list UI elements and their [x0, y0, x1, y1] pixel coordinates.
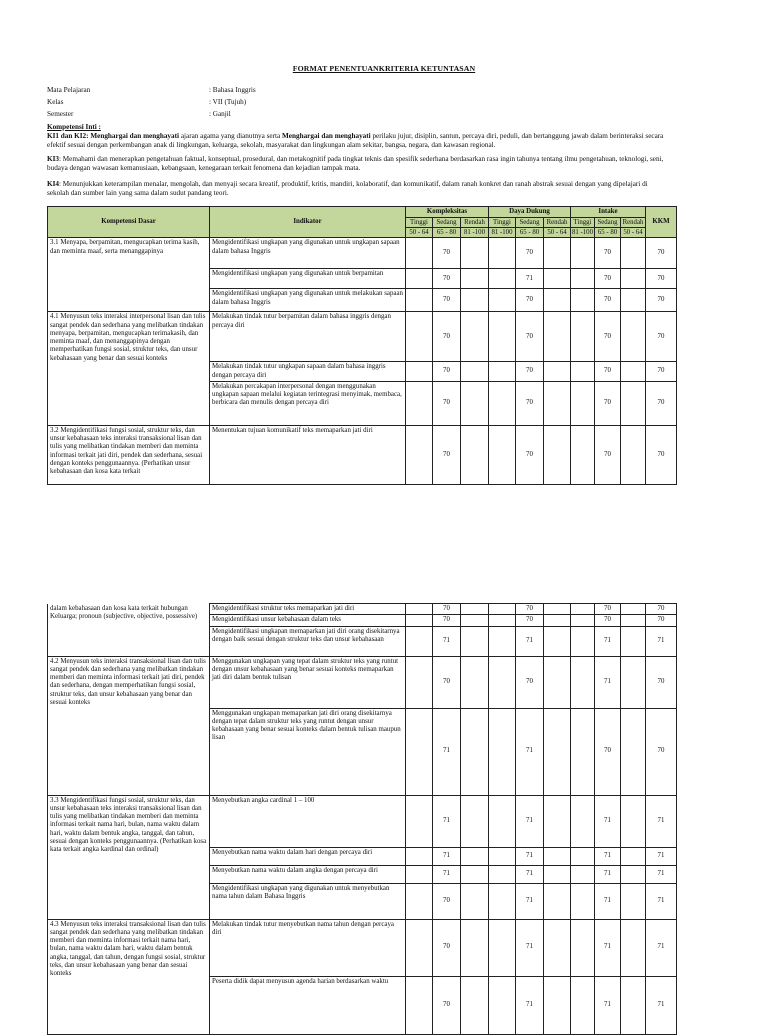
range-header: 81 -100: [571, 228, 595, 238]
kkm-value: 71: [646, 919, 677, 976]
kompleksitas-value: 70: [433, 269, 461, 289]
sub-header: Tinggi: [489, 218, 516, 228]
intake-value: 71: [595, 883, 621, 919]
kd-cell-3-3: 3.3 Mengidentifikasi fungsi sosial, struktur teks, dan unsur kebahasaan teks interaksi transaksional lisan dan tulis yang melibatkan tindakan memberi dan meminta informasi terkait nama hari, bulan, nama waktu dalam hari, waktu dalam bentuk angka, tanggal, dan tahun, sesuai dengan konteks penggunaannya. (Perhatikan kosa kata terkait angka kardinal dan ordinal): [48, 795, 210, 919]
sub-header: Sedang: [433, 218, 461, 228]
indikator-cell: Mengidentifikasi ungkapan memaparkan jati diri orang disekitarnya dengan baik sesuai dengan struktur teks dan unsur kebahasaan: [210, 626, 406, 656]
meta-label: Mata Pelajaran: [47, 86, 91, 94]
kompleksitas-value: 70: [433, 919, 461, 976]
sub-header: Tinggi: [406, 218, 433, 228]
sub-header: Tinggi: [571, 218, 595, 228]
ki-heading: [47, 123, 669, 132]
meta-value: : VII (Tujuh): [209, 98, 247, 106]
indikator-cell: Mengidentifikasi unsur kebahasaan dalam teks: [210, 615, 406, 626]
ki1-paragraph: [47, 132, 669, 149]
kompleksitas-value: 70: [433, 883, 461, 919]
intake-value: 71: [595, 626, 621, 656]
intake-value: 71: [595, 847, 621, 865]
daya-dukung-value: 71: [516, 883, 544, 919]
indikator-cell: Menggunakan ungkapan memaparkan jati diri orang disekitarnya dengan tepat dalam struktur teks yang runtut dengan unsur kebahasaan yang benar sesuai konteks dalam bentuk tulisan maupun lisan: [210, 708, 406, 795]
kkm-value: 70: [646, 604, 677, 615]
meta-value: : Ganjil: [209, 110, 231, 118]
daya-dukung-value: 70: [516, 312, 544, 362]
intake-value: 71: [595, 919, 621, 976]
kompleksitas-value: 70: [433, 381, 461, 425]
indikator-cell: Peserta didik dapat menyusun agenda harian berdasarkan waktu: [210, 976, 406, 1034]
indikator-cell: Mengidentifikasi struktur teks memaparkan jati diri: [210, 604, 406, 615]
kd-cell-4-3: 4.3 Menyusun teks interaksi transaksional lisan dan tulis sangat pendek dan sederhana yang melibatkan tindakan memberi dan meminta informasi terkait nama hari, bulan, nama waktu dalam hari, waktu dalam bentuk angka, tanggal, dan tahun, dengan fungsi sosial, struktur teks, dan unsur kebahasaan yang benar dan sesuai konteks: [48, 919, 210, 1034]
daya-dukung-value: 70: [516, 615, 544, 626]
daya-dukung-value: 71: [516, 865, 544, 883]
kkm-value: 70: [646, 312, 677, 362]
indikator-cell: Melakukan tindak tutur berpamitan dalam bahasa inggris dengan percaya diri: [210, 312, 406, 362]
range-header: 65 - 80: [516, 228, 544, 238]
kompleksitas-value: 70: [433, 604, 461, 615]
range-header: 50 - 64: [544, 228, 571, 238]
document-title: FORMAT PENENTUANKRITERIA KETUNTASAN: [292, 64, 476, 73]
ki3-paragraph: [47, 155, 669, 172]
ki1-bold2: Menghargai dan menghayati: [282, 132, 371, 140]
kkm-value: 70: [646, 238, 677, 269]
range-header: 65 - 80: [433, 228, 461, 238]
indikator-cell: Mengidentifikasi ungkapan yang digunakan untuk berpamitan: [210, 269, 406, 289]
meta-label: Kelas: [47, 98, 64, 106]
intake-value: 71: [595, 795, 621, 847]
ki3-lead: KI3: [47, 155, 59, 163]
kd-cell-3-2-text: 3.2 Mengidentifikasi fungsi sosial, struktur teks, dan unsur kebahasaan teks interaksi transaksional lisan dan tulis yang melibatkan tindakan memberi dan meminta informasi terkait jati diri, pendek dan sederhana, sesuai dengan konteks penggunaannya. (Perhatikan unsur kebahasaan dan kosa kata terkait: [50, 426, 203, 476]
daya-dukung-value: 70: [516, 425, 544, 484]
kompleksitas-value: 71: [433, 626, 461, 656]
kompleksitas-value: 70: [433, 238, 461, 269]
kkm-value: 70: [646, 362, 677, 382]
intake-value: 70: [595, 425, 621, 484]
meta-label: Semester: [47, 110, 74, 118]
kd-cell-3-2-continued: dalam kebahasaan dan kosa kata terkait hubungan Keluarga; pronoun (subjective, objective, possessive): [48, 604, 210, 657]
daya-dukung-value: 70: [516, 289, 544, 312]
kkm-value: 70: [646, 269, 677, 289]
sub-header: Rendah: [621, 218, 646, 228]
kompleksitas-value: 71: [433, 847, 461, 865]
kkm-value: 71: [646, 626, 677, 656]
intake-value: 70: [595, 381, 621, 425]
kkm-value: 70: [646, 615, 677, 626]
meta-value: : Bahasa Inggris: [209, 86, 256, 94]
header-kompetensi-dasar: Kompetensi Dasar: [48, 207, 210, 238]
kompleksitas-value: 70: [433, 656, 461, 708]
kkm-value: 71: [646, 883, 677, 919]
intake-value: 70: [595, 362, 621, 382]
kd-cell-4-1: 4.1 Menyusun teks interaksi interpersonal lisan dan tulis sangat pendek dan sederhana yang melibatkan tindakan menyapa, berpamitan, mengucapkan terimakasih, dan meminta maaf, dan menanggapinya dengan memperhatikan fungsi sosial, struktur teks, dan unsur kebahasaan yang benar dan sesuai konteks: [48, 312, 210, 426]
header-indikator: Indikator: [210, 207, 406, 238]
kkm-value: 70: [646, 656, 677, 708]
intake-value: 70: [595, 615, 621, 626]
kompleksitas-value: 70: [433, 615, 461, 626]
indikator-cell: Mengidentifikasi ungkapan yang digunakan untuk melakukan sapaan dalam bahasa Inggris: [210, 289, 406, 312]
indikator-cell: Mengidentifikasi ungkapan yang digunakan untuk menyebutkan nama tahun dalam Bahasa Inggris: [210, 883, 406, 919]
kkm-table-page2: [47, 603, 677, 1035]
kompleksitas-value: 71: [433, 708, 461, 795]
daya-dukung-value: 70: [516, 381, 544, 425]
intake-value: 71: [595, 976, 621, 1034]
daya-dukung-value: 71: [516, 847, 544, 865]
daya-dukung-value: 71: [516, 795, 544, 847]
intake-value: 71: [595, 865, 621, 883]
kompleksitas-value: 70: [433, 362, 461, 382]
header-intake: Intake: [571, 207, 646, 218]
kd-cell-3-1: 3.1 Menyapa, berpamitan, mengucapkan terima kasih, dan meminta maaf, serta menanggapinya: [48, 238, 210, 312]
ki1-colon: :: [86, 132, 91, 140]
ki4-lead: KI4: [47, 180, 59, 188]
range-header: 50 - 64: [621, 228, 646, 238]
kompleksitas-value: 71: [433, 865, 461, 883]
kkm-value: 70: [646, 289, 677, 312]
ki4-paragraph: [47, 180, 669, 197]
ki1-text1: ajaran agama yang dianutnya serta: [179, 132, 282, 140]
intake-value: 70: [595, 708, 621, 795]
range-header: 81 -100: [461, 228, 489, 238]
daya-dukung-value: 70: [516, 362, 544, 382]
kompleksitas-value: 71: [433, 795, 461, 847]
ki-heading-text: Kompetensi Inti :: [47, 123, 101, 131]
intake-value: 70: [595, 269, 621, 289]
header-daya-dukung: Daya Dukung: [489, 207, 571, 218]
intake-value: 70: [595, 238, 621, 269]
kkm-value: 71: [646, 865, 677, 883]
kkm-table-page1: [47, 206, 677, 485]
kkm-value: 71: [646, 976, 677, 1034]
daya-dukung-value: 71: [516, 626, 544, 656]
ki1-lead: KI1 dan KI2: [47, 132, 87, 140]
kompleksitas-value: 70: [433, 976, 461, 1034]
indikator-cell: Mengidentifikasi ungkapan yang digunakan untuk ungkapan sapaan dalam bahasa Inggris: [210, 238, 406, 269]
ki4-text: : Menunjukkan keterampilan menalar, mengolah, dan menyaji secara kreatif, produktif, kritis, mandiri, kolaboratif, dan komunikatif, dalam ranah konkret dan ranah abstrak sesuai dengan yang dipelajari di sekolah dan sumber lain yang sama dalam sudut pandang teori.: [47, 180, 648, 197]
kkm-value: 70: [646, 425, 677, 484]
daya-dukung-value: 71: [516, 919, 544, 976]
range-header: 50 - 64: [406, 228, 433, 238]
header-kkm: KKM: [646, 207, 677, 238]
kompleksitas-value: 70: [433, 425, 461, 484]
kd-cell-4-2: 4.2 Menyusun teks interaksi transaksional lisan dan tulis sangat pendek dan sederhana yang melibatkan tindakan memberi dan meminta informasi terkait jati diri, pendek dan sederhana, dengan memperhatikan fungsi sosial, struktur teks, dan unsur kebahasaan yang benar dan sesuai konteks: [48, 656, 210, 795]
ki1-bold1: Menghargai dan menghayati: [90, 132, 180, 140]
daya-dukung-value: 71: [516, 269, 544, 289]
sub-header: Sedang: [595, 218, 621, 228]
kkm-value: 70: [646, 708, 677, 795]
indikator-cell: Menyebutkan angka cardinal 1 – 100: [210, 795, 406, 847]
intake-value: 71: [595, 656, 621, 708]
daya-dukung-value: 70: [516, 238, 544, 269]
kkm-value: 71: [646, 847, 677, 865]
sub-header: Rendah: [461, 218, 489, 228]
kompleksitas-value: 70: [433, 312, 461, 362]
indikator-cell: Menentukan tujuan komunikatif teks memaparkan jati diri: [210, 425, 406, 484]
daya-dukung-value: 71: [516, 976, 544, 1034]
kkm-value: 71: [646, 795, 677, 847]
intake-value: 70: [595, 604, 621, 615]
ki3-text: : Memahami dan menerapkan pengetahuan faktual, konseptual, prosedural, dan metakognitif pada tingkat teknis dan spesifik sederhana berdasarkan rasa ingin tahunya tentang ilmu pengetahuan, teknologi, seni, budaya dengan wawasan kemanusiaan, kebangsaan, kenegaraan terkait fenomena dan kejadian tampak mata.: [47, 155, 664, 172]
sub-header: Rendah: [544, 218, 571, 228]
daya-dukung-value: 70: [516, 604, 544, 615]
header-kompleksitas: Kompleksitas: [406, 207, 489, 218]
intake-value: 70: [595, 289, 621, 312]
daya-dukung-value: 70: [516, 656, 544, 708]
ki1-text2: perilaku jujur, disiplin, santun, percaya diri, peduli, dan bertanggung jawab dalam berinteraksi secara efektif sesuai dengan perkembangan anak di lingkungan, keluarga, sekolah, masyarakat dan lingkungan alam sekitar, bangsa, negara, dan kawasan regional.: [47, 132, 664, 149]
range-header: 65 - 80: [595, 228, 621, 238]
indikator-cell: Menyebutkan nama waktu dalam hari dengan percaya diri: [210, 847, 406, 865]
kd-cell-3-2: [48, 425, 210, 484]
range-header: 81 -100: [489, 228, 516, 238]
kkm-value: 70: [646, 381, 677, 425]
sub-header: Sedang: [516, 218, 544, 228]
indikator-cell: Menyebutkan nama waktu dalam angka dengan percaya diri: [210, 865, 406, 883]
indikator-cell: Menggunakan ungkapan yang tepat dalam struktur teks yang runtut dengan unsur kebahasaan yang benar sesuai konteks memaparkan jati diri dalam bentuk tulisan: [210, 656, 406, 708]
indikator-cell: Melakukan tindak tutur ungkapan sapaan dalam bahasa inggris dengan percaya diri: [210, 362, 406, 382]
indikator-cell: Melakukan percakapan interpersonal dengan menggunakan ungkapan sapaan melalui kegiatan terintegrasi menyimak, membaca, berbicara dan menulis dengan percaya diri: [210, 381, 406, 425]
indikator-cell: Melakukan tindak tutur menyebutkan nama tahun dengan percaya diri: [210, 919, 406, 976]
daya-dukung-value: 71: [516, 708, 544, 795]
kompleksitas-value: 70: [433, 289, 461, 312]
intake-value: 70: [595, 312, 621, 362]
